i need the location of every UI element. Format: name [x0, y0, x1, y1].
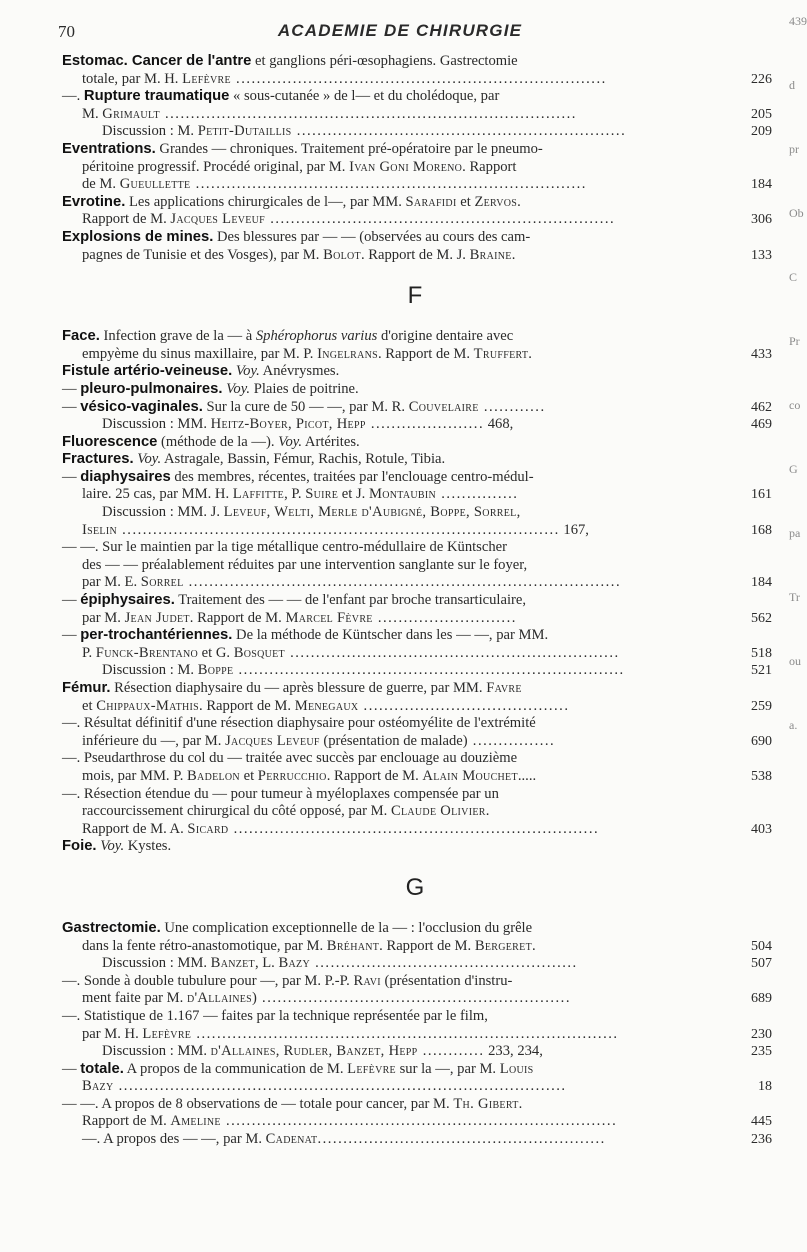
- entry-text: —.: [62, 88, 84, 105]
- entry-text: Anévrysmes.: [259, 363, 340, 380]
- entry-heading: totale.: [80, 1060, 124, 1077]
- index-line: [62, 211, 772, 229]
- entry-text: —. Résultat définitif d'une résection diaphysaire pour ostéomyélite de l'extrémité: [62, 715, 536, 732]
- index-line: [62, 246, 772, 265]
- entry-heading: Face.: [62, 328, 100, 345]
- page-reference: 469: [751, 417, 772, 433]
- index-line: [62, 521, 772, 540]
- entry-text: Discussion : M.: [102, 123, 198, 140]
- facing-page-bleed: [788, 0, 807, 1252]
- section-letter: G: [405, 873, 425, 901]
- index-line: [62, 697, 772, 716]
- index-line: [62, 159, 768, 177]
- index-line: [62, 973, 768, 991]
- author-name: d'Allaines, Rudler, Banzet, Hepp: [210, 1043, 418, 1060]
- entry-text: De la méthode de Küntscher dans les — —, par MM.: [232, 627, 549, 644]
- page-reference: 562: [751, 610, 772, 626]
- entry-text: sur la —, par M.: [395, 1060, 500, 1077]
- entry-text: —. Sonde à double tubulure pour —, par M. P.-P.: [62, 972, 354, 989]
- entry-heading: Eventrations.: [62, 140, 156, 157]
- dot-leader: ...............: [436, 486, 519, 503]
- entry-heading: Estomac. Cancer de l'antre: [62, 53, 252, 69]
- author-name: Perrucchio: [257, 767, 327, 784]
- entry-text: —: [62, 627, 81, 644]
- entry-text: 468,: [484, 416, 514, 433]
- page-reference: 504: [751, 938, 772, 954]
- index-line: [62, 662, 772, 680]
- entry-text: et: [239, 767, 258, 784]
- dot-leader: ......................: [365, 416, 485, 433]
- entry-heading: Rupture traumatique: [83, 88, 230, 105]
- page-reference: 235: [751, 1044, 772, 1060]
- italic-text: Voy.: [137, 451, 162, 468]
- dot-leader: ........................................................................: [230, 70, 607, 87]
- author-name: Claude Olivier: [390, 803, 486, 820]
- entry-text: ): [252, 990, 257, 1007]
- entry-heading: Fluorescence: [62, 433, 158, 450]
- entry-text: Discussion : MM.: [102, 1043, 211, 1060]
- entry-heading: Gastrectomie.: [62, 919, 161, 936]
- entry-text: ,: [516, 504, 521, 521]
- index-line: [62, 381, 768, 399]
- index-line: [62, 838, 768, 856]
- index-line: [62, 644, 772, 663]
- entry-text: .: [528, 345, 532, 362]
- entry-text: et G.: [198, 644, 234, 661]
- author-name: Sarafidi: [405, 193, 457, 210]
- page-reference: 521: [751, 663, 772, 679]
- index-line: [62, 434, 768, 452]
- entry-text: et ganglions péri-œsophagiens. Gastrectomie: [251, 53, 518, 69]
- entry-text: — —. Sur le maintien par la tige métallique centro-médullaire de Küntscher: [62, 539, 507, 556]
- author-name: Bazy: [278, 955, 310, 972]
- entry-text: —. A propos des — —, par M.: [82, 1131, 266, 1148]
- index-line: [62, 486, 772, 504]
- entry-text: Rapport de M.: [82, 1113, 171, 1130]
- entry-text: .: [531, 937, 536, 954]
- dot-leader: ...................................................................: [265, 211, 616, 228]
- author-name: Grimault: [102, 105, 160, 122]
- index-entries: [62, 53, 772, 1149]
- entry-text: —. Statistique de 1.167 — faites par la technique représentée par le film,: [62, 1007, 488, 1024]
- index-line: [62, 363, 768, 381]
- entry-text: par M.: [82, 609, 125, 626]
- entry-text: Discussion : MM.: [102, 955, 211, 972]
- page-reference: 226: [751, 71, 772, 87]
- entry-heading: vésico-vaginales.: [80, 398, 203, 415]
- index-line: [62, 451, 768, 469]
- author-name: Lefèvre: [142, 1025, 192, 1042]
- italic-text: Sphérophorus varius: [255, 328, 378, 345]
- page-reference: 433: [751, 346, 772, 362]
- entry-text: 233, 234,: [484, 1043, 543, 1060]
- entry-text: . Rapport de M.: [326, 767, 423, 784]
- entry-text: dans la fente rétro-anastomotique, par M.: [82, 937, 327, 954]
- entry-text: Une complication exceptionnelle de la — : l'occlusion du grêle: [160, 919, 533, 936]
- index-line: [62, 105, 772, 124]
- entry-text: —: [62, 1060, 81, 1077]
- index-line: [62, 141, 768, 159]
- author-name: Ameline: [170, 1113, 221, 1130]
- page-reference: 462: [751, 399, 772, 415]
- entry-heading: per-trochantériennes.: [80, 627, 233, 644]
- author-name: Ravi: [353, 972, 381, 989]
- entry-text: 167,: [559, 521, 589, 538]
- edge-fragment: Ob: [789, 206, 804, 220]
- author-name: Favre: [486, 680, 522, 696]
- entry-text: par M. H.: [82, 1025, 143, 1042]
- index-line: [62, 1025, 772, 1044]
- index-line: [62, 345, 772, 364]
- entry-text: Des blessures par — — (observées au cours des cam-: [213, 228, 531, 245]
- author-name: Bréhant: [326, 937, 380, 954]
- entry-text: et: [82, 697, 97, 714]
- index-line: [62, 732, 772, 751]
- running-title: ACADEMIE DE CHIRURGIE: [277, 21, 523, 40]
- index-line: [62, 398, 772, 417]
- edge-fragment: Pr: [789, 334, 800, 348]
- author-name: Montaubin: [368, 486, 437, 503]
- dot-leader: ........................................: [358, 697, 570, 714]
- dot-leader: ............................................................................: [190, 176, 587, 193]
- entry-text: « sous-cutanée » de l— et du cholédoque, par: [229, 88, 500, 105]
- page-reference: 209: [751, 124, 772, 140]
- entry-text: Rapport de M.: [82, 211, 171, 228]
- entry-text: totale, par M. H.: [82, 70, 183, 87]
- entry-text: .: [485, 803, 490, 820]
- page-reference: 518: [751, 645, 772, 661]
- author-name: Marcel Fèvre: [285, 609, 373, 626]
- italic-text: Voy.: [278, 433, 303, 450]
- dot-leader: ........................................................: [317, 1131, 606, 1148]
- index-line: [62, 70, 772, 89]
- author-name: Bosquet: [233, 644, 285, 661]
- entry-text: des membres, récentes, traitées par l'enclouage centro-médul-: [170, 468, 534, 485]
- dot-leader: ............................................................: [256, 990, 571, 1007]
- index-line: [62, 557, 768, 575]
- entry-heading: Evrotine.: [62, 193, 126, 210]
- edge-fragment: pr: [789, 142, 799, 156]
- page-reference: 18: [758, 1079, 772, 1095]
- entry-text: —. Résection étendue du — pour tumeur à myéloplaxes compensée par un: [62, 785, 499, 802]
- dot-leader: ...................................................: [309, 955, 578, 972]
- author-name: Braine: [469, 246, 512, 263]
- index-line: [62, 627, 768, 645]
- author-name: Zervos: [474, 193, 518, 210]
- author-name: Boppe: [197, 662, 234, 679]
- author-name: Couvelaire: [408, 398, 479, 415]
- entry-text: de M.: [82, 176, 120, 193]
- entry-text: Discussion : MM.: [102, 416, 211, 433]
- entry-text: laire. 25 cas, par MM. H.: [82, 486, 233, 503]
- page-number: 70: [58, 22, 75, 41]
- entry-text: Discussion : M.: [102, 662, 198, 679]
- index-line: [62, 574, 772, 592]
- author-name: Suire: [305, 486, 339, 503]
- entry-text: , P.: [284, 486, 306, 503]
- index-line: [62, 1113, 772, 1131]
- author-name: Louis: [499, 1060, 534, 1077]
- entry-text: —: [62, 380, 81, 397]
- entry-text: mois, par MM. P.: [82, 767, 188, 784]
- italic-text: Voy.: [235, 363, 260, 380]
- entry-text: Artérites.: [302, 433, 360, 450]
- entry-text: péritoine progressif. Procédé original, par M.: [82, 158, 350, 175]
- entry-text: (présentation d'instru-: [380, 972, 513, 989]
- page-reference: 538: [751, 768, 772, 784]
- author-name: Iselin: [82, 521, 117, 538]
- author-name: Bazy: [82, 1078, 114, 1095]
- entry-text: par M. E.: [82, 574, 141, 591]
- entry-text: . Rapport de M.: [199, 697, 295, 714]
- entry-heading: Fémur.: [62, 680, 111, 696]
- author-name: Jacques Leveuf: [225, 732, 320, 749]
- index-line: [62, 194, 768, 212]
- edge-fragment: pa: [789, 526, 801, 540]
- index-line: [62, 1008, 768, 1026]
- entry-text: . Rapport de M.: [379, 937, 475, 954]
- author-name: Lefèvre: [347, 1060, 396, 1077]
- page-reference: 230: [751, 1026, 772, 1042]
- page-reference: 403: [751, 821, 772, 837]
- edge-fragment: a.: [789, 718, 798, 732]
- author-name: Leveuf, Welti, Merle d'Aubigné, Boppe, Sorrel: [223, 504, 517, 521]
- entry-heading: Fistule artério-veineuse.: [62, 363, 233, 380]
- entry-text: —: [62, 468, 81, 485]
- index-line: [62, 955, 772, 973]
- index-line: [62, 328, 768, 346]
- entry-text: . Rapport de M.: [378, 345, 474, 362]
- index-line: [62, 920, 768, 938]
- index-line: [62, 803, 768, 821]
- entry-text: Rapport de M. A.: [82, 820, 188, 837]
- page-reference: 184: [751, 575, 772, 591]
- entry-text: (méthode de la —).: [157, 433, 279, 450]
- entry-text: (présentation de malade): [319, 732, 468, 749]
- page-reference: 168: [751, 522, 772, 538]
- entry-heading: pleuro-pulmonaires.: [80, 380, 223, 397]
- edge-fragment: Tr: [789, 590, 800, 604]
- index-line: [62, 990, 772, 1008]
- entry-text: et J.: [338, 486, 369, 503]
- entry-text: ment faite par M.: [82, 990, 187, 1007]
- dot-leader: ............: [417, 1043, 485, 1060]
- author-name: Lefèvre: [182, 70, 231, 87]
- page-reference: 306: [751, 212, 772, 228]
- dot-leader: .....................................................................................: [117, 521, 560, 538]
- edge-fragment: G: [789, 462, 798, 476]
- edge-fragment: ou: [789, 654, 801, 668]
- author-name: d'Allaines: [186, 990, 253, 1007]
- index-line: [62, 767, 772, 786]
- edge-fragment: C: [789, 270, 798, 284]
- dot-leader: ...........................: [372, 609, 517, 626]
- italic-text: Voy.: [100, 838, 125, 855]
- entry-text: Discussion : MM. J.: [102, 504, 224, 521]
- edge-fragment: 439: [789, 14, 807, 28]
- index-line: [62, 609, 772, 628]
- dot-leader: ............: [478, 398, 546, 415]
- entry-text: Grandes — chroniques. Traitement pré-opératoire par le pneumo-: [155, 140, 543, 157]
- page-reference: 259: [751, 698, 772, 714]
- section-letter: F: [407, 282, 423, 310]
- author-name: Bergeret: [474, 937, 532, 954]
- entry-text: P.: [82, 644, 96, 661]
- entry-text: Astragale, Bassin, Fémur, Rachis, Rotule, Tibia.: [161, 451, 446, 468]
- author-name: Cadenat: [265, 1131, 318, 1148]
- dot-leader: ....................................................................................: [183, 574, 622, 591]
- page-reference: 689: [751, 991, 772, 1007]
- entry-heading: Explosions de mines.: [62, 228, 214, 245]
- index-line: [62, 820, 772, 839]
- author-name: Heitz-Boyer, Picot, Hepp: [210, 416, 366, 433]
- index-line: [62, 504, 768, 522]
- entry-text: .: [518, 1095, 523, 1112]
- author-name: Badelon: [187, 767, 240, 784]
- page-reference: 690: [751, 733, 772, 749]
- dot-leader: .......................................................................................: [113, 1078, 567, 1095]
- page-reference: 445: [751, 1114, 772, 1130]
- index-line: [62, 786, 768, 804]
- index-line: [62, 1131, 772, 1149]
- dot-leader: ............................................................................: [220, 1113, 618, 1130]
- entry-text: M.: [82, 105, 103, 122]
- index-line: [62, 750, 768, 768]
- entry-text: Les applications chirurgicales de l—, par MM.: [125, 193, 406, 210]
- author-name: Gueullette: [119, 176, 191, 193]
- entry-text: empyème du sinus maxillaire, par M. P.: [82, 345, 318, 362]
- author-name: Alain Mouchet: [422, 767, 518, 784]
- entry-text: — —. A propos de 8 observations de — totale pour cancer, par M.: [62, 1095, 454, 1112]
- index-line: [62, 680, 768, 698]
- index-line: [62, 229, 768, 247]
- entry-text: Plaies de poitrine.: [250, 380, 359, 397]
- author-name: Chippaux-Mathis: [96, 697, 200, 714]
- dot-leader: ................: [467, 732, 556, 749]
- entry-text: .....: [517, 767, 537, 784]
- entry-text: d'origine dentaire avec: [377, 328, 514, 345]
- entry-text: Infection grave de la — à: [99, 328, 256, 345]
- entry-text: Résection diaphysaire du — après blessure de guerre, par MM.: [110, 680, 487, 696]
- index-line: [62, 416, 772, 434]
- italic-text: Voy.: [226, 380, 251, 397]
- author-name: Laffitte: [232, 486, 285, 503]
- dot-leader: .......................................................................: [228, 820, 600, 837]
- index-line: [62, 123, 772, 141]
- entry-text: .: [511, 246, 516, 263]
- index-line: [62, 539, 768, 557]
- entry-text: des — — préalablement réduites par une intervention sanglante sur le foyer,: [82, 556, 528, 573]
- entry-text: —: [62, 398, 81, 415]
- author-name: Th. Gibert: [453, 1095, 519, 1112]
- index-line: [62, 715, 768, 733]
- page-reference: 133: [751, 247, 772, 263]
- author-name: Jean Judet: [124, 609, 190, 626]
- index-line: [62, 592, 768, 610]
- entry-text: Traitement des — — de l'enfant par broche transarticulaire,: [174, 592, 526, 609]
- entry-text: . Rapport de M.: [189, 609, 286, 626]
- author-name: Sicard: [187, 820, 229, 837]
- entry-text: inférieure du —, par M.: [82, 732, 226, 749]
- author-name: Petit-Dutaillis: [197, 123, 292, 140]
- index-line: [62, 1061, 768, 1079]
- entry-text: . Rapport: [462, 158, 517, 175]
- entry-text: . Rapport de M. J.: [360, 246, 470, 263]
- dot-leader: ................................................................: [291, 123, 627, 140]
- author-name: Jacques Leveuf: [170, 211, 266, 228]
- entry-text: Kystes.: [124, 838, 172, 855]
- index-line: [62, 176, 772, 194]
- author-name: Ivan Goni Moreno: [349, 158, 463, 175]
- page-reference: 205: [751, 106, 772, 122]
- author-name: Menegaux: [294, 697, 359, 714]
- entry-text: —: [62, 592, 81, 609]
- author-name: Banzet: [210, 955, 255, 972]
- index-line: [62, 53, 768, 71]
- entry-heading: Foie.: [62, 838, 97, 855]
- dot-leader: ................................................................: [284, 644, 620, 661]
- entry-text: et: [456, 193, 475, 210]
- author-name: Bolot: [323, 246, 361, 263]
- author-name: Truffert: [473, 345, 529, 362]
- edge-fragment: d: [789, 78, 795, 92]
- index-line: [62, 1078, 772, 1096]
- edge-fragment: co: [789, 398, 801, 412]
- entry-heading: diaphysaires: [80, 468, 171, 485]
- dot-leader: ..................................................................................: [191, 1025, 619, 1042]
- index-line: [62, 469, 768, 487]
- entry-heading: épiphysaires.: [80, 592, 175, 609]
- entry-text: —. Pseudarthrose du col du — traitée avec succès par enclouage au douzième: [62, 750, 518, 767]
- entry-text: pagnes de Tunisie et des Vosges), par M.: [82, 246, 324, 263]
- page-reference: 236: [751, 1132, 772, 1148]
- dot-leader: ...........................................................................: [233, 662, 625, 679]
- index-line: [62, 88, 768, 106]
- index-line: [62, 1096, 768, 1114]
- author-name: Sorrel: [140, 574, 184, 591]
- author-name: Funck-Brentano: [95, 644, 199, 661]
- entry-heading: Fractures.: [62, 451, 134, 468]
- dot-leader: ................................................................................: [159, 105, 577, 122]
- entry-text: .: [517, 193, 521, 210]
- author-name: Ingelrans: [317, 345, 378, 362]
- entry-text: Sur la cure de 50 — —, par M. R.: [202, 398, 409, 415]
- index-line: [62, 937, 772, 956]
- entry-text: A propos de la communication de M.: [123, 1060, 348, 1077]
- page-reference: 184: [751, 177, 772, 193]
- entry-text: , L.: [254, 955, 279, 972]
- page-reference: 161: [751, 487, 772, 503]
- page-header: [0, 0, 800, 46]
- index-line: [62, 1043, 772, 1061]
- page-reference: 507: [751, 956, 772, 972]
- entry-text: raccourcissement chirurgical du côté opposé, par M.: [82, 803, 391, 820]
